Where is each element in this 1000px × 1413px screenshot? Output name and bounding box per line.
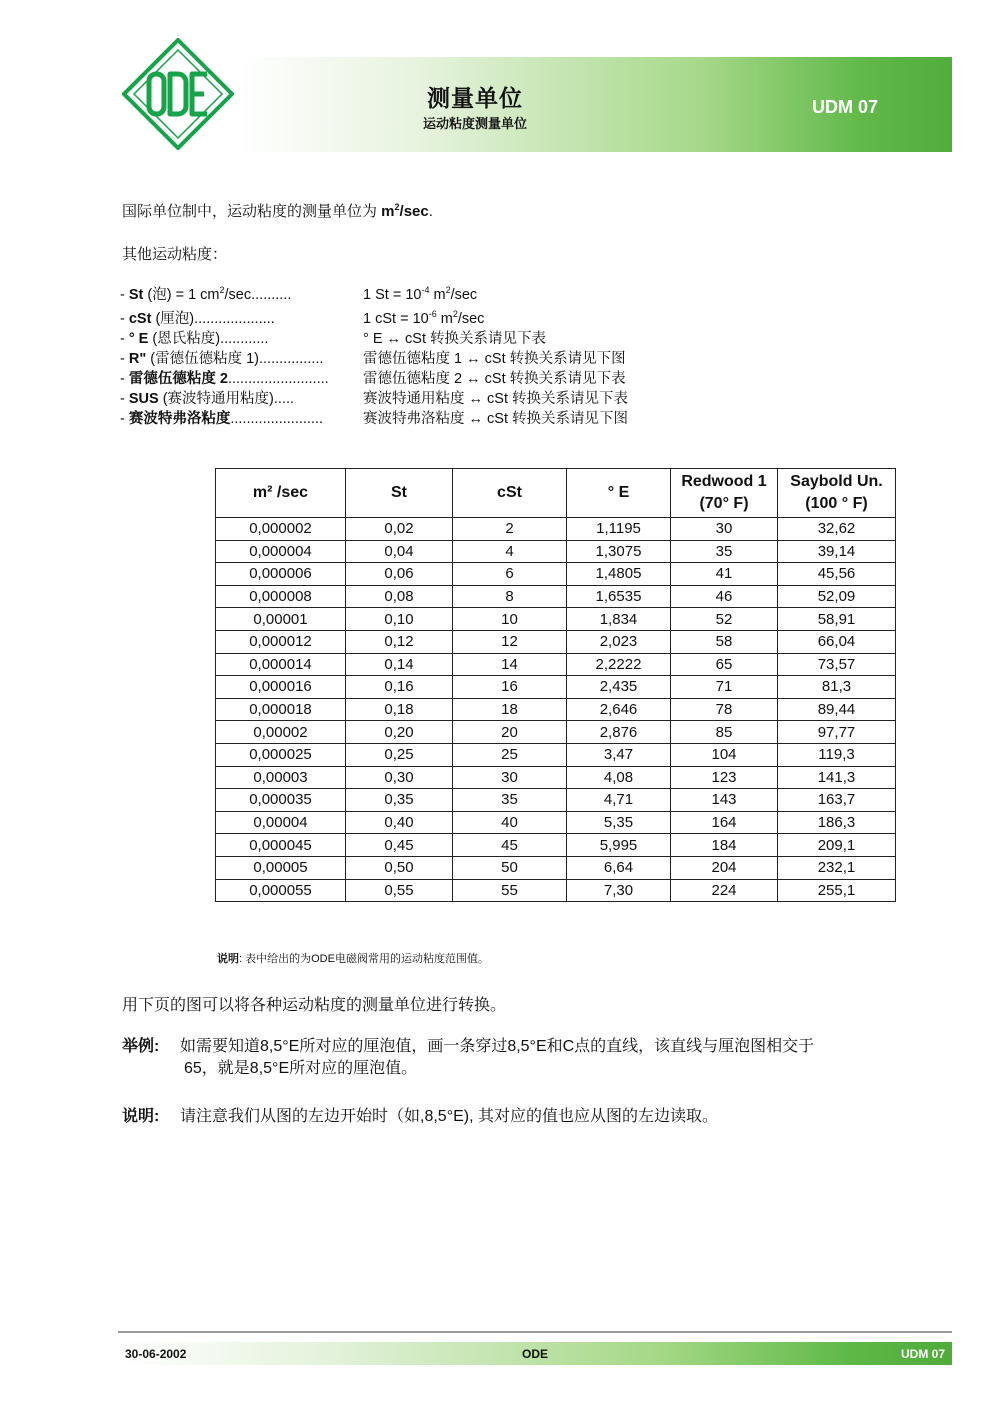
table-cell: 141,3	[778, 766, 896, 789]
table-note: 说明: 表中给出的为ODE电磁阀常用的运动粘度范围值。	[217, 953, 489, 965]
table-cell: 3,47	[567, 743, 671, 766]
table-cell: 0,000025	[216, 743, 346, 766]
table-cell: 0,30	[346, 766, 453, 789]
table-cell: 0,000016	[216, 676, 346, 699]
table-cell: 25	[453, 743, 567, 766]
table-cell: 6,64	[567, 856, 671, 879]
table-cell: 0,06	[346, 563, 453, 586]
table-row	[216, 834, 896, 857]
table-cell: 30	[671, 518, 778, 541]
table-cell: 1,4805	[567, 563, 671, 586]
table-cell: 0,50	[346, 856, 453, 879]
footer-date: 30-06-2002	[125, 1347, 187, 1361]
column-header: cSt	[453, 469, 567, 518]
viscosity-table	[215, 468, 896, 902]
table-row	[216, 563, 896, 586]
page-title: 测量单位	[427, 85, 523, 111]
table-cell: 85	[671, 721, 778, 744]
table-cell: 0,10	[346, 608, 453, 631]
table-cell: 0,000055	[216, 879, 346, 902]
table-cell: 164	[671, 811, 778, 834]
table-cell: 104	[671, 743, 778, 766]
footer-code: UDM 07	[900, 1347, 945, 1361]
table-cell: 163,7	[778, 789, 896, 812]
table-cell: 0,000014	[216, 653, 346, 676]
table-cell: 209,1	[778, 834, 896, 857]
table-cell: 65	[671, 653, 778, 676]
table-cell: 2,2222	[567, 653, 671, 676]
table-cell: 0,18	[346, 698, 453, 721]
column-header: ° E	[567, 469, 671, 518]
table-cell: 2,876	[567, 721, 671, 744]
table-cell: 0,00003	[216, 766, 346, 789]
table-cell: 0,000012	[216, 630, 346, 653]
table-row	[216, 653, 896, 676]
table-cell: 89,44	[778, 698, 896, 721]
table-cell: 4,71	[567, 789, 671, 812]
table-cell: 0,000045	[216, 834, 346, 857]
table-cell: 143	[671, 789, 778, 812]
table-cell: 0,04	[346, 540, 453, 563]
table-cell: 0,00004	[216, 811, 346, 834]
page-subtitle: 运动粘度测量单位	[422, 116, 527, 131]
table-cell: 2,435	[567, 676, 671, 699]
table-row	[216, 630, 896, 653]
table-cell: 4,08	[567, 766, 671, 789]
table-cell: 224	[671, 879, 778, 902]
other-units-heading: 其他运动粘度：	[122, 246, 228, 263]
si-unit-statement: 国际单位制中，运动粘度的测量单位为 $m^2/\sec$.	[122, 202, 433, 220]
table-row	[216, 518, 896, 541]
table-cell: 184	[671, 834, 778, 857]
table-cell: 0,000035	[216, 789, 346, 812]
table-cell: 0,000002	[216, 518, 346, 541]
table-cell: 30	[453, 766, 567, 789]
table-row	[216, 540, 896, 563]
column-header: m² /sec	[216, 469, 346, 518]
table-row	[216, 811, 896, 834]
table-cell: 71	[671, 676, 778, 699]
table-cell: 0,40	[346, 811, 453, 834]
table-cell: 78	[671, 698, 778, 721]
table-row	[216, 585, 896, 608]
table-row	[216, 676, 896, 699]
remark-paragraph: 说明: 请注意我们从图的左边开始时（如,8,5°E), 其对应的值也应从图的左边读取。	[122, 1108, 718, 1125]
table-cell: 81,3	[778, 676, 896, 699]
table-cell: 119,3	[778, 743, 896, 766]
table-cell: 73,57	[778, 653, 896, 676]
table-cell: 12	[453, 630, 567, 653]
table-cell: 16	[453, 676, 567, 699]
table-cell: 58,91	[778, 608, 896, 631]
table-cell: 123	[671, 766, 778, 789]
table-cell: 8	[453, 585, 567, 608]
table-cell: 35	[453, 789, 567, 812]
table-cell: 1,1195	[567, 518, 671, 541]
table-cell: 5,995	[567, 834, 671, 857]
table-cell: 10	[453, 608, 567, 631]
table-cell: 35	[671, 540, 778, 563]
table-cell: 2	[453, 518, 567, 541]
table-cell: 32,62	[778, 518, 896, 541]
table-cell: 0,08	[346, 585, 453, 608]
table-cell: 186,3	[778, 811, 896, 834]
table-cell: 0,000018	[216, 698, 346, 721]
table-cell: 204	[671, 856, 778, 879]
table-cell: 0,12	[346, 630, 453, 653]
document-code: UDM 07	[811, 97, 878, 117]
table-cell: 40	[453, 811, 567, 834]
table-cell: 7,30	[567, 879, 671, 902]
table-cell: 0,20	[346, 721, 453, 744]
table-row	[216, 743, 896, 766]
column-header: St	[346, 469, 453, 518]
table-cell: 0,02	[346, 518, 453, 541]
table-cell: 1,3075	[567, 540, 671, 563]
ode-logo	[122, 38, 234, 150]
table-cell: 0,35	[346, 789, 453, 812]
table-header-row	[216, 469, 896, 518]
table-cell: 0,16	[346, 676, 453, 699]
table-cell: 97,77	[778, 721, 896, 744]
conversion-paragraph: 用下页的图可以将各种运动粘度的测量单位进行转换。	[122, 997, 507, 1014]
column-header: Saybold Un. (100 ° F)	[778, 469, 896, 518]
column-header: Redwood 1 (70° F)	[671, 469, 778, 518]
table-cell: 50	[453, 856, 567, 879]
table-cell: 2,023	[567, 630, 671, 653]
table-cell: 18	[453, 698, 567, 721]
table-cell: 0,14	[346, 653, 453, 676]
table-cell: 0,00002	[216, 721, 346, 744]
table-cell: 0,000008	[216, 585, 346, 608]
table-cell: 52	[671, 608, 778, 631]
table-cell: 255,1	[778, 879, 896, 902]
footer-divider	[118, 1331, 952, 1333]
table-row	[216, 789, 896, 812]
table-cell: 1,6535	[567, 585, 671, 608]
table-cell: 0,00001	[216, 608, 346, 631]
table-cell: 232,1	[778, 856, 896, 879]
table-cell: 39,14	[778, 540, 896, 563]
table-cell: 45,56	[778, 563, 896, 586]
table-cell: 0,25	[346, 743, 453, 766]
table-cell: 0,000006	[216, 563, 346, 586]
table-row	[216, 721, 896, 744]
table-cell: 1,834	[567, 608, 671, 631]
table-cell: 46	[671, 585, 778, 608]
table-cell: 0,45	[346, 834, 453, 857]
table-cell: 2,646	[567, 698, 671, 721]
table-cell: 52,09	[778, 585, 896, 608]
table-row	[216, 698, 896, 721]
table-cell: 66,04	[778, 630, 896, 653]
table-cell: 0,55	[346, 879, 453, 902]
table-cell: 4	[453, 540, 567, 563]
table-row	[216, 879, 896, 902]
table-cell: 58	[671, 630, 778, 653]
table-cell: 45	[453, 834, 567, 857]
table-row	[216, 608, 896, 631]
table-cell: 6	[453, 563, 567, 586]
table-cell: 0,00005	[216, 856, 346, 879]
footer-company: ODE	[521, 1347, 548, 1361]
table-cell: 14	[453, 653, 567, 676]
table-cell: 41	[671, 563, 778, 586]
table-row	[216, 766, 896, 789]
table-cell: 0,000004	[216, 540, 346, 563]
table-cell: 5,35	[567, 811, 671, 834]
table-row	[216, 856, 896, 879]
table-cell: 20	[453, 721, 567, 744]
table-cell: 55	[453, 879, 567, 902]
